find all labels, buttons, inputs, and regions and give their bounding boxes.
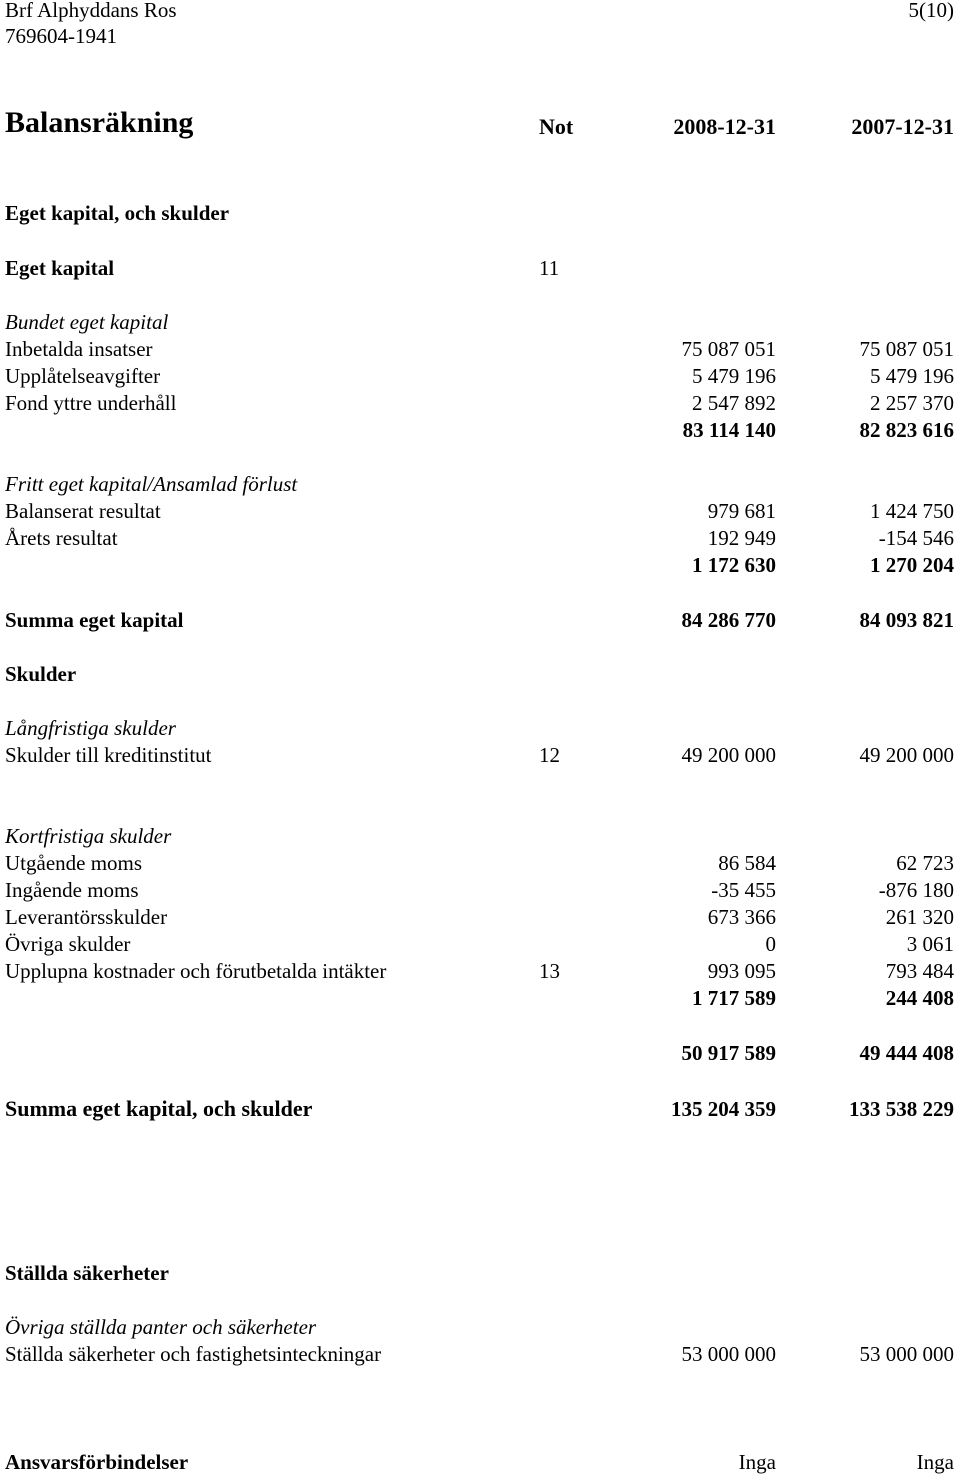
subtotal-current: 83 114 140	[682, 418, 776, 442]
row-label: Fond yttre underhåll	[5, 391, 177, 415]
row-value-prior: 793 484	[885, 959, 954, 983]
row-label: Balanserat resultat	[5, 499, 161, 523]
grand-total-label: Summa eget kapital, och skulder	[5, 1096, 313, 1121]
row-label: Ställda säkerheter och fastighetsinteckningar	[5, 1342, 382, 1366]
row-value-current: 2 547 892	[692, 391, 776, 415]
row-value-prior: 49 200 000	[859, 743, 954, 767]
row-label: Inbetalda insatser	[5, 337, 153, 361]
note-reference: 12	[539, 743, 560, 767]
row-label: Leverantörsskulder	[5, 905, 168, 929]
row-value-current: 192 949	[707, 526, 776, 550]
statement-title: Balansräkning	[5, 106, 194, 139]
subsection-heading-restricted-equity: Bundet eget kapital	[5, 310, 169, 334]
section-heading-equity: Eget kapital	[5, 256, 115, 280]
row-value-current: 75 087 051	[681, 337, 776, 361]
row-value-prior: 5 479 196	[870, 364, 954, 388]
column-header-note: Not	[539, 114, 574, 139]
contingent-liabilities-prior: Inga	[916, 1450, 954, 1474]
row-label: Upplupna kostnader och förutbetalda intäkter	[5, 959, 387, 983]
row-label: Årets resultat	[5, 526, 118, 550]
total-equity-label: Summa eget kapital	[5, 608, 184, 632]
row-value-current: 993 095	[707, 959, 776, 983]
row-value-prior: 3 061	[906, 932, 954, 956]
grand-total-prior: 133 538 229	[849, 1097, 954, 1121]
subtotal-prior: 82 823 616	[859, 418, 954, 442]
row-value-current: 673 366	[707, 905, 776, 929]
subsection-heading-pledged: Övriga ställda panter och säkerheter	[5, 1315, 317, 1339]
grand-total-current: 135 204 359	[671, 1097, 776, 1121]
row-value-prior: -876 180	[878, 878, 954, 902]
row-value-prior: 53 000 000	[859, 1342, 954, 1366]
row-value-prior: 75 087 051	[859, 337, 954, 361]
subsection-heading-short-term: Kortfristiga skulder	[5, 824, 172, 848]
row-label: Ingående moms	[5, 878, 139, 902]
subtotal-prior: 244 408	[885, 986, 954, 1010]
row-value-prior: 2 257 370	[870, 391, 954, 415]
note-reference: 13	[539, 959, 560, 983]
note-reference: 11	[539, 256, 560, 280]
section-heading-liabilities: Skulder	[5, 662, 77, 686]
subtotal-prior: 1 270 204	[870, 553, 954, 577]
section-heading-equity-liabilities: Eget kapital, och skulder	[5, 201, 230, 225]
subtotal-current: 1 172 630	[692, 553, 776, 577]
page-number: 5(10)	[908, 0, 954, 22]
row-label: Utgående moms	[5, 851, 143, 875]
total-liabilities-current: 50 917 589	[681, 1041, 776, 1065]
contingent-liabilities-label: Ansvarsförbindelser	[5, 1450, 189, 1474]
row-value-prior: 62 723	[896, 851, 954, 875]
column-header-prior: 2007-12-31	[851, 114, 954, 139]
contingent-liabilities-current: Inga	[738, 1450, 776, 1474]
row-value-current: 979 681	[707, 499, 776, 523]
total-equity-current: 84 286 770	[681, 608, 776, 632]
row-label: Upplåtelseavgifter	[5, 364, 161, 388]
row-label: Övriga skulder	[5, 932, 131, 956]
column-header-current: 2008-12-31	[673, 114, 776, 139]
row-value-current: 0	[765, 932, 776, 956]
subsection-heading-free-equity: Fritt eget kapital/Ansamlad förlust	[5, 472, 298, 496]
row-value-prior: -154 546	[878, 526, 954, 550]
subtotal-current: 1 717 589	[692, 986, 776, 1010]
row-value-prior: 1 424 750	[870, 499, 954, 523]
org-number: 769604-1941	[5, 24, 117, 48]
row-label: Skulder till kreditinstitut	[5, 743, 212, 767]
row-value-current: 86 584	[718, 851, 776, 875]
row-value-current: 49 200 000	[681, 743, 776, 767]
row-value-current: 53 000 000	[681, 1342, 776, 1366]
org-name: Brf Alphyddans Ros	[5, 0, 177, 22]
row-value-current: 5 479 196	[692, 364, 776, 388]
row-value-current: -35 455	[711, 878, 776, 902]
total-equity-prior: 84 093 821	[859, 608, 954, 632]
section-heading-pledged: Ställda säkerheter	[5, 1261, 169, 1285]
row-value-prior: 261 320	[885, 905, 954, 929]
total-liabilities-prior: 49 444 408	[859, 1041, 954, 1065]
subsection-heading-long-term: Långfristiga skulder	[5, 716, 176, 740]
